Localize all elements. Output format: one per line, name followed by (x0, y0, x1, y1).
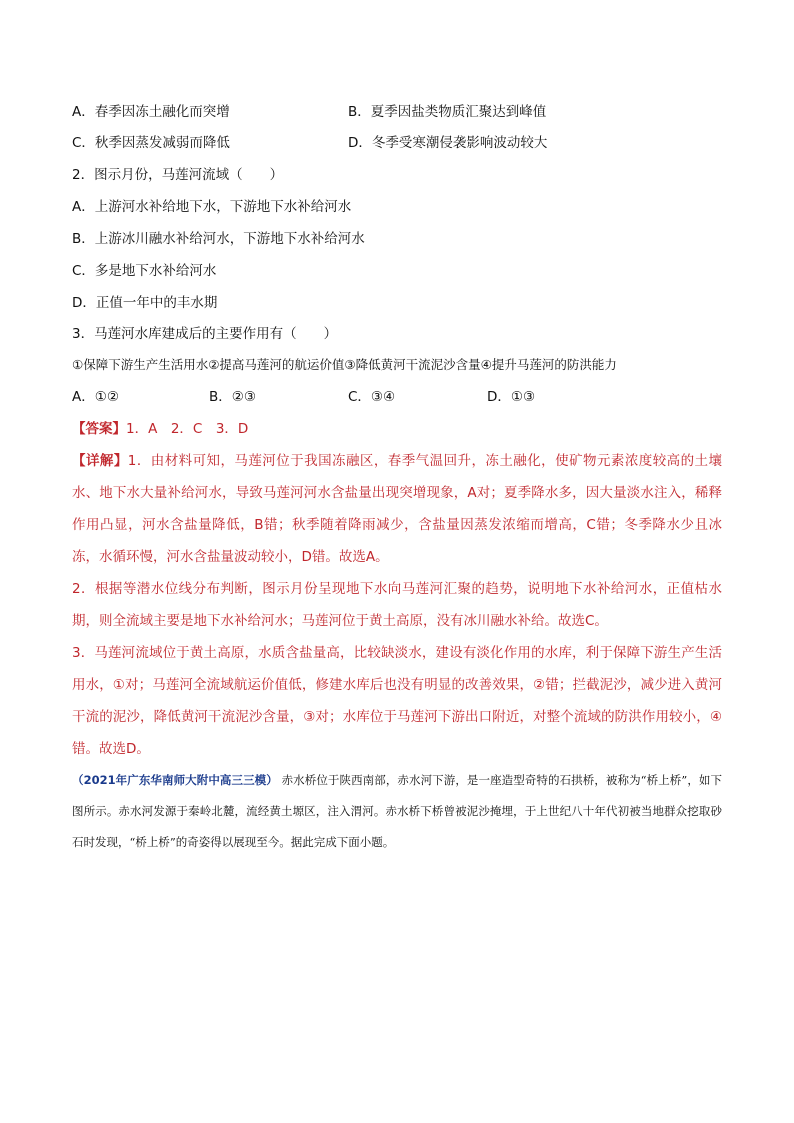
answer-text: 1．A 2．C 3．D (126, 421, 249, 437)
q1-option-a: A．春季因冻土融化而突增 (72, 104, 230, 120)
q2-option-b: B．上游冰川融水补给河水，下游地下水补给河水 (72, 231, 365, 247)
answer-label: 【答案】 (72, 421, 126, 437)
q2-option-d: D．正值一年中的丰水期 (72, 295, 218, 311)
q1-option-b: B．夏季因盐类物质汇聚达到峰值 (348, 104, 547, 120)
next-question-text: 赤水桥位于陕西南部，赤水河下游，是一座造型奇特的石拱桥，被称为“桥上桥”，如下图所示。赤水河发源于秦岭北麓，流经黄土塬区，注入渭河。赤水桥下桥曾被泥沙掩埋，于上世纪八十年代初被当地群众挖取砂石时发现，“桥上桥”的奇姿得以展现至今。据此完成下面小题。 (72, 773, 722, 849)
q2-option-a: A．上游河水补给地下水，下游地下水补给河水 (72, 199, 352, 215)
explanation-label: 【详解】 (72, 453, 128, 469)
answer-line (72, 419, 248, 439)
explanation-p3: 3．马莲河流域位于黄土高原，水质含盐量高，比较缺淡水，建设有淡化作用的水库，利于保障下游生产生活用水，①对；马莲河全流域航运价值低，修建水库后也没有明显的改善效果，②错；拦截泥沙，减少进入黄河干流的泥沙，降低黄河干流泥沙含量，③对；水库位于马莲河下游出口附近，对整个流域的防洪作用较小，④错。故选D。 (72, 645, 722, 757)
explanation-p2: 2．根据等潜水位线分布判断，图示月份呈现地下水向马莲河汇聚的趋势，说明地下水补给河水，正值枯水期，则全流域主要是地下水补给河水；马莲河位于黄土高原，没有冰川融水补给。故选C。 (72, 581, 722, 629)
q3-option-b: B．②③ (209, 389, 256, 405)
next-question-intro (72, 765, 722, 858)
q1-option-d: D．冬季受寒潮侵袭影响波动较大 (348, 135, 548, 151)
q3-option-c: C．③④ (348, 389, 396, 405)
q2-stem: 2．图示月份，马莲河流域（ ） (72, 167, 284, 183)
q3-statements: ①保障下游生产生活用水②提高马莲河的航运价值③降低黄河干流泥沙含量④提升马莲河的防洪能力 (72, 357, 617, 372)
q3-option-d: D．①③ (487, 389, 536, 405)
q2-option-c: C．多是地下水补给河水 (72, 263, 217, 279)
q3-stem: 3．马莲河水库建成后的主要作用有（ ） (72, 326, 338, 342)
explanation-p1 (72, 445, 722, 573)
explanation-p1-text: 1．由材料可知，马莲河位于我国冻融区，春季气温回升，冻土融化，使矿物元素浓度较高的土壤水、地下水大量补给河水，导致马莲河河水含盐量出现突增现象，A对；夏季降水多，因大量淡水注入，稀释作用凸显，河水含盐量降低，B错；秋季随着降雨减少，含盐量因蒸发浓缩而增高，C错；冬季降水少且冰冻，水循环慢，河水含盐量波动较小，D错。故选A。 (72, 453, 723, 565)
q1-option-c: C．秋季因蒸发减弱而降低 (72, 135, 230, 151)
next-question-source: （2021年广东华南师大附中高三三模） (72, 773, 278, 787)
q3-option-a: A．①② (72, 389, 119, 405)
